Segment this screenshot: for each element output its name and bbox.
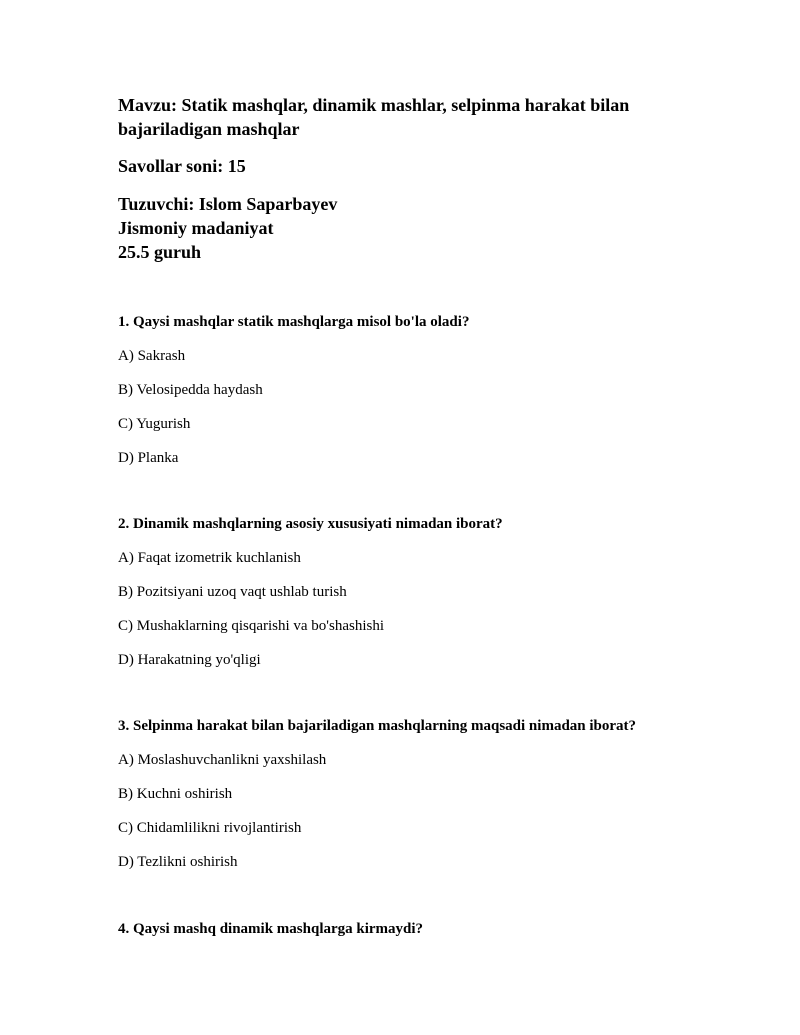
answer-option-c: C) Mushaklarning qisqarishi va bo'shashishi [118, 618, 385, 634]
author-block [118, 192, 738, 264]
author-name: Tuzuvchi: Islom Saparbayev [118, 194, 338, 214]
answer-option-a: A) Faqat izometrik kuchlanish [118, 550, 301, 566]
group-name: 25.5 guruh [118, 242, 202, 262]
subject-name: Jismoniy madaniyat [118, 218, 274, 238]
topic-heading [118, 93, 738, 141]
answer-option-b: B) Kuchni oshirish [118, 786, 233, 802]
question-3 [118, 716, 738, 872]
answer-option-b: B) Velosipedda haydash [118, 382, 263, 398]
answer-option-b: B) Pozitsiyani uzoq vaqt ushlab turish [118, 584, 347, 600]
answer-option-d: D) Planka [118, 450, 179, 466]
topic-line-2: bajariladigan mashqlar [118, 119, 300, 139]
question-2 [118, 514, 738, 670]
answer-option-a: A) Moslashuvchanlikni yaxshilash [118, 752, 327, 768]
question-1 [118, 312, 738, 468]
question-title: 2. Dinamik mashqlarning asosiy xususiyati nimadan iborat? [118, 516, 503, 532]
answer-option-c: C) Yugurish [118, 416, 191, 432]
topic-line-1: Mavzu: Statik mashqlar, dinamik mashlar, selpinma harakat bilan [118, 95, 630, 115]
answer-option-c: C) Chidamlilikni rivojlantirish [118, 820, 302, 836]
answer-option-a: A) Sakrash [118, 348, 186, 364]
question-title: 4. Qaysi mashq dinamik mashqlarga kirmaydi? [118, 921, 424, 937]
answer-option-d: D) Tezlikni oshirish [118, 854, 238, 870]
question-title: 3. Selpinma harakat bilan bajariladigan mashqlarning maqsadi nimadan iborat? [118, 718, 637, 734]
question-4 [118, 919, 738, 939]
question-title: 1. Qaysi mashqlar statik mashqlarga misol bo'la oladi? [118, 314, 470, 330]
question-count: Savollar soni: 15 [118, 156, 246, 176]
answer-option-d: D) Harakatning yo'qligi [118, 652, 261, 668]
